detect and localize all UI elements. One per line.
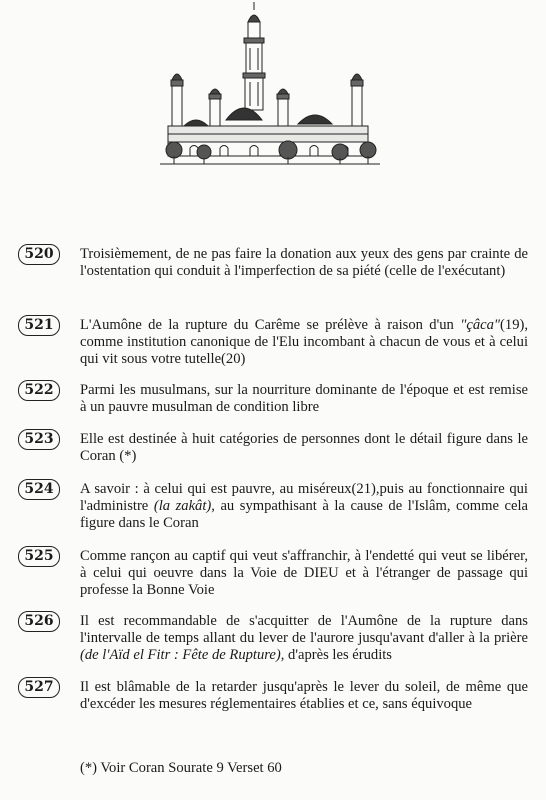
paragraph-text-segment: Troisièmement, de ne pas faire la donation aux yeux des gens par crainte de l'ostentation qui conduit à l'imperfection de sa piété (celle de l'exécutant) <box>80 246 528 279</box>
paragraph-number-badge: 527 <box>18 677 60 698</box>
paragraph-item <box>18 481 532 532</box>
paragraph-text <box>80 317 528 368</box>
paragraph-text <box>80 613 528 664</box>
paragraph-text <box>80 548 528 599</box>
paragraph-text-segment: Il est blâmable de la retarder jusqu'après le lever du soleil, de même que d'excéder les mesures réglementaires établies et ce, sans équivoque <box>80 679 528 712</box>
paragraph-text <box>80 679 528 713</box>
paragraph-number-badge: 524 <box>18 479 60 500</box>
paragraph-number-badge: 520 <box>18 244 60 265</box>
paragraph-item <box>18 431 532 465</box>
paragraph-text-italic: "çâcа" <box>460 317 501 333</box>
paragraph-text <box>80 246 528 280</box>
paragraph-number-badge: 526 <box>18 611 60 632</box>
paragraph-text-segment: (19), comme institution canonique de l'Elu incombant à chacun de vous et à celui qui vit sous votre tutelle(20) <box>80 317 528 367</box>
paragraph-item <box>18 382 532 416</box>
paragraph-text-italic: (la zakât) <box>153 498 212 514</box>
paragraph-text-segment: Il est recommandable de s'acquitter de l'Aumône de la rupture dans l'intervalle de temps allant du lever de l'aurore jusqu'avant d'aller à la prière <box>80 613 528 646</box>
footnote: (*) Voir Coran Sourate 9 Verset 60 <box>80 760 282 776</box>
paragraph-text-segment: L'Aumône de la rupture du Carême se prélève à raison d'un <box>80 317 461 333</box>
paragraph-item <box>18 613 532 664</box>
paragraph-text-segment: Elle est destinée à huit catégories de personnes dont le détail figure dans le Coran (*) <box>80 431 528 464</box>
paragraph-number-badge: 523 <box>18 429 60 450</box>
paragraph-text-segment: , d'après les érudits <box>280 647 392 663</box>
paragraph-text-segment: A savoir : à celui qui est pauvre, au miséreux(21),puis au fonctionnaire qui l'administre <box>80 481 528 514</box>
paragraph-text-segment: Parmi les musulmans, sur la nourriture dominante de l'époque et est remise à un pauvre musulman de condition libre <box>80 382 528 415</box>
paragraph-item <box>18 548 532 599</box>
paragraph-item <box>18 317 532 368</box>
paragraph-item <box>18 679 532 713</box>
paragraph-text <box>80 431 528 465</box>
paragraph-item <box>18 246 532 280</box>
paragraph-text <box>80 382 528 416</box>
paragraph-text-segment: Comme rançon au captif qui veut s'affranchir, à l'endetté qui veut se libérer, à celui qui oeuvre dans la Voie de DIEU et à l'étranger de passage qui professe la Bonne Voie <box>80 548 528 598</box>
paragraph-text-segment: , au sympathisant à la cause de l'Islâm, comme cela figure dans le Coran <box>80 498 528 531</box>
paragraph-number-badge: 521 <box>18 315 60 336</box>
paragraph-text-italic: (de l'Aïd el Fitr : Fête de Rupture) <box>80 647 281 663</box>
paragraph-text <box>80 481 528 532</box>
paragraph-number-badge: 522 <box>18 380 60 401</box>
paragraph-number-badge: 525 <box>18 546 60 567</box>
